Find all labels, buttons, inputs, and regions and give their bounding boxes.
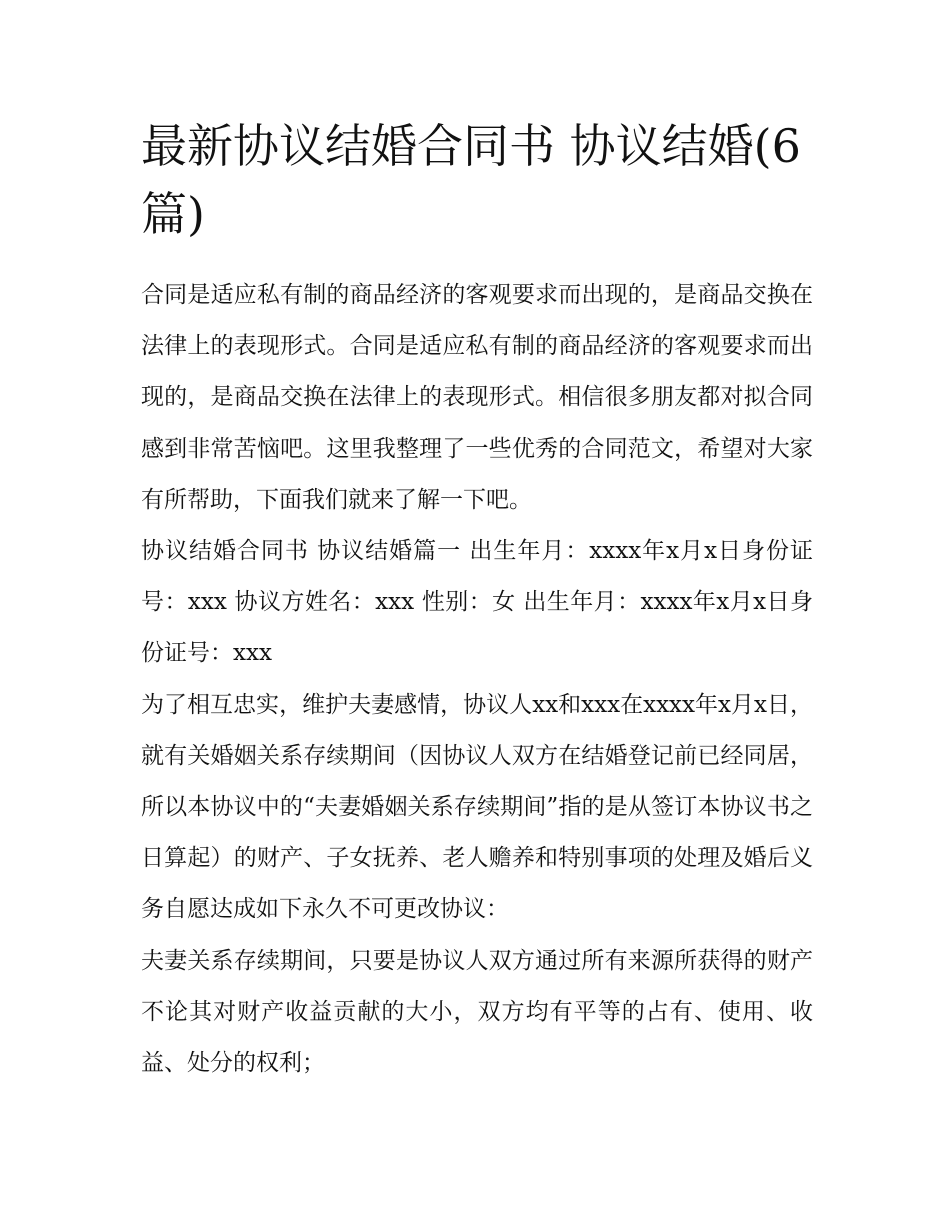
document-page (141, 112, 813, 1089)
document-title: 最新协议结婚合同书 协议结婚(6篇) (141, 119, 801, 241)
paragraph-party-info: 协议结婚合同书 协议结婚篇一 出生年月：xxxx年x月x日身份证号：xxx 协议方姓名：xxx 性别：女 出生年月：xxxx年x月x日身份证号：xxx (141, 538, 813, 667)
document-body (141, 270, 813, 1089)
paragraph-intro: 合同是适应私有制的商品经济的客观要求而出现的，是商品交换在法律上的表现形式。合同是适应私有制的商品经济的客观要求而出现的，是商品交换在法律上的表现形式。相信很多朋友都对拟合同感到非常苦恼吧。这里我整理了一些优秀的合同范文，希望对大家有所帮助，下面我们就来了解一下吧。 (141, 282, 813, 513)
paragraph-agreement-preamble: 为了相互忠实，维护夫妻感情，协议人xx和xxx在xxxx年x月x日，就有关婚姻关系存续期间（因协议人双方在结婚登记前已经同居，所以本协议中的“夫妻婚姻关系存续期间”指的是从签订本协议书之日算起）的财产、子女抚养、老人赡养和特别事项的处理及婚后义务自愿达成如下永久不可更改协议： (141, 691, 813, 923)
paragraph-property-rights: 夫妻关系存续期间，只要是协议人双方通过所有来源所获得的财产不论其对财产收益贡献的大小，双方均有平等的占有、使用、收益、处分的权利； (141, 947, 813, 1077)
